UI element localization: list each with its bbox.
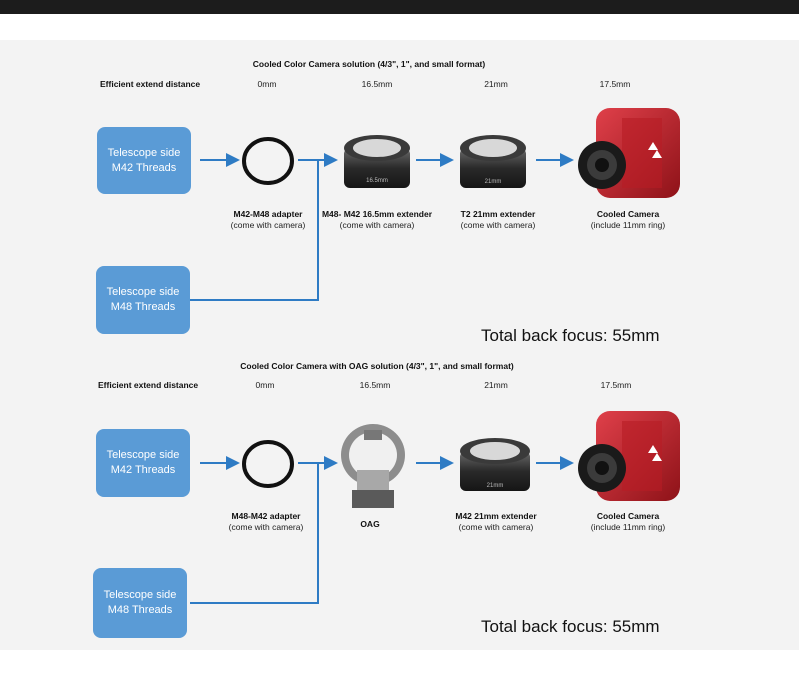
distance-value: 17.5mm [599,79,631,89]
distance-value: 17.5mm [600,380,632,390]
component-sub: (come with camera) [458,522,534,532]
component-caption [322,209,432,231]
input-box-line1: Telescope side [107,146,181,159]
input-box-line2: M42 Threads [111,161,177,174]
component-sub: (come with camera) [228,522,304,532]
component-sub: (come with camera) [339,220,415,230]
distance-value: 0mm [257,79,277,89]
input-box-m42 [97,127,191,194]
input-box-line1: Telescope side [106,449,180,461]
component-sub: (include 11mm ring) [590,522,666,532]
component-caption [591,209,665,231]
component-caption [591,511,665,533]
distance-label: Efficient extend distance [98,380,199,390]
component-name: OAG [360,519,380,529]
extender-engraving: 16.5mm [366,178,388,184]
input-box-line1: Telescope side [106,286,180,298]
extender-icon [460,135,526,188]
distance-value: 16.5mm [361,79,393,89]
oag-icon [341,424,405,508]
input-box-line2: M48 Threads [110,301,176,313]
ring-icon [244,442,292,486]
ring-icon [244,139,292,183]
component-name: T2 21mm extender [460,209,536,219]
component-caption [461,209,536,231]
distance-value: 21mm [484,380,508,390]
section-title: Cooled Color Camera solution (4/3", 1", and small format) [252,59,486,69]
component-name: M42-M48 adapter [233,209,303,219]
extender-engraving: 21mm [484,179,502,185]
component-name: M42 21mm extender [455,511,537,521]
component-caption [231,209,306,231]
extender-icon [344,135,410,188]
component-sub: (come with camera) [460,220,536,230]
total-back-focus: Total back focus: 55mm [481,617,660,636]
input-box-line2: M42 Threads [110,464,176,476]
component-caption [360,519,379,530]
camera-icon [578,108,680,198]
distance-value: 0mm [255,380,275,390]
extender-engraving: 21mm [486,483,504,489]
distance-label: Efficient extend distance [100,79,201,89]
camera-icon [578,411,680,501]
component-sub: (come with camera) [230,220,306,230]
input-box-m42 [96,429,190,497]
extender-icon [460,438,530,491]
component-name: Cooled Camera [596,511,660,521]
distance-value: 16.5mm [359,380,391,390]
component-name: M48-M42 adapter [231,511,301,521]
input-box-m48 [93,568,187,638]
component-caption [229,511,304,533]
total-back-focus: Total back focus: 55mm [481,326,660,345]
component-name: Cooled Camera [596,209,660,219]
input-box-line1: Telescope side [103,589,177,601]
component-caption [455,511,536,533]
component-sub: (include 11mm ring) [590,220,666,230]
component-name: M48- M42 16.5mm extender [321,209,433,219]
section-title: Cooled Color Camera with OAG solution (4/3", 1", and small format) [240,361,514,371]
distance-value: 21mm [484,79,508,89]
input-box-m48 [96,266,190,334]
input-box-line2: M48 Threads [107,604,173,616]
